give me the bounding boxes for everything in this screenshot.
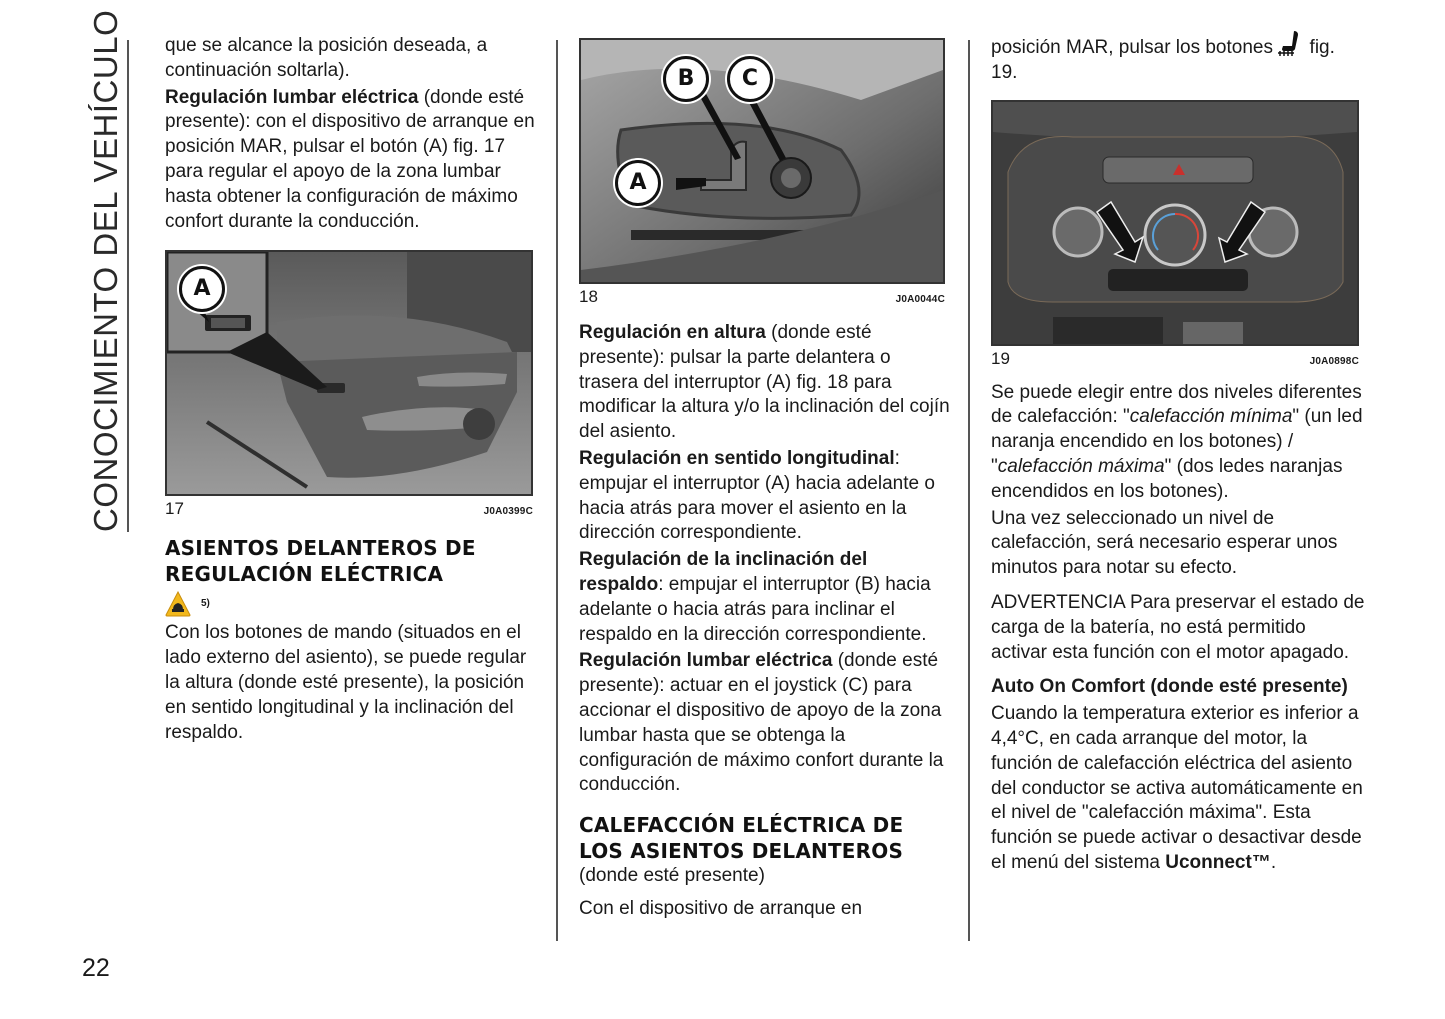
levels-text-c: " (dos ledes naranjas encendidos en los botones). (991, 455, 1343, 502)
paragraph-auto-on-comfort (991, 702, 1366, 876)
callout-a: A (179, 266, 225, 312)
seat-heater-icon (1278, 29, 1304, 57)
callout-b: B (663, 56, 709, 102)
auto-title: Auto On Comfort (donde esté presente) (991, 676, 1348, 698)
levels-text-a: Se puede elegir entre dos niveles diferentes de calefacción: " (991, 381, 1362, 428)
center-console-photo-icon (993, 102, 1357, 344)
longitudinal-text: : empujar el interruptor (A) hacia adelante o hacia atrás para mover el asiento en la dirección correspondiente. (579, 447, 935, 544)
column-3 (991, 29, 1366, 876)
column-divider-2 (968, 40, 970, 941)
paragraph-longitudinal (579, 447, 951, 546)
level-maximum: calefacción máxima (997, 455, 1165, 477)
column-divider-1 (556, 40, 558, 941)
lumbar-text: (donde esté presente): con el dispositivo de arranque en posición MAR, pulsar el botón (A) fig. 17 para regular el apoyo de la zona lumbar hasta obtener la configuración de máximo confort durante la conducción. (165, 86, 535, 232)
paragraph-intro: Con el dispositivo de arranque en (579, 897, 863, 919)
figure-18 (579, 38, 951, 311)
warning-triangle-icon (165, 591, 191, 617)
paragraph-buttons: Con los botones de mando (situados en el lado externo del asiento), se puede regular la altura (donde esté presente), la posición en sentido longitudinal y la inclinación del respaldo. (165, 622, 527, 743)
levels-text-b: " (un led naranja encendido en los botones) / " (991, 406, 1363, 477)
figure-code: J0A0898C (1309, 355, 1359, 367)
paragraph-height (579, 321, 951, 445)
warning-reference (165, 591, 540, 617)
height-title: Regulación en altura (579, 322, 766, 343)
lumbar-title: Regulación lumbar eléctrica (579, 650, 833, 672)
column-1 (165, 34, 540, 745)
subheading: (donde esté presente) (579, 865, 765, 887)
auto-end: . (1270, 851, 1277, 873)
intro-text-a: posición MAR, pulsar los botones (991, 37, 1279, 58)
lumbar-text: (donde esté presente): actuar en el joystick (C) para accionar el dispositivo de apoyo de la zona lumbar hasta que se obtenga la configuración de máximo confort durante la conducción. (579, 650, 944, 796)
level-minimum: calefacción mínima (1129, 406, 1293, 428)
paragraph-warning: ADVERTENCIA Para preservar el estado de carga de la batería, no está permitido activar esta función con el motor apagado. (991, 591, 1365, 663)
figure-19-image (991, 100, 1359, 346)
paragraph-lumbar (165, 86, 540, 235)
height-text: (donde esté presente): pulsar la parte delantera o trasera del interruptor (A) fig. 18 para modificar la altura y/o la inclinación del cojín del asiento. (579, 322, 950, 443)
figure-number: 18 (579, 287, 598, 306)
figure-18-image (579, 38, 945, 284)
uconnect-brand: Uconnect™ (1165, 851, 1271, 873)
figure-code: J0A0399C (483, 506, 533, 518)
auto-text: Cuando la temperatura exterior es inferior a 4,4°C, en cada arranque del motor, la función de calefacción eléctrica del asiento del conductor se activa automáticamente en el nivel de "calefacción máxima". Esta función se puede activar o desactivar desde el menú del sistema (991, 703, 1363, 873)
section-heading: ASIENTOS DELANTEROS DE REGULACIÓN ELÉCTRICA (165, 536, 476, 587)
figure-17-image (165, 250, 533, 496)
paragraph-continuation: que se alcance la posición deseada, a continuación soltarla). (165, 35, 488, 81)
figure-19-caption (991, 348, 1359, 373)
figure-17 (165, 250, 540, 523)
recline-title: Regulación de la inclinación del respaldo (579, 549, 868, 595)
lumbar-title: Regulación lumbar eléctrica (165, 86, 419, 108)
page-number: 22 (82, 954, 110, 982)
figure-code: J0A0044C (895, 294, 945, 305)
figure-19 (991, 100, 1366, 373)
callout-a: A (615, 160, 661, 206)
paragraph-intro (991, 29, 1366, 86)
paragraph-levels (991, 381, 1366, 505)
paragraph-wait: Una vez seleccionado un nivel de calefacción, será necesario esperar unos minutos para notar su efecto. (991, 507, 1338, 579)
intro-text-b: fig. 19. (991, 37, 1335, 83)
longitudinal-title: Regulación en sentido longitudinal (579, 447, 895, 469)
figure-18-caption (579, 286, 945, 311)
callout-c: C (727, 56, 773, 102)
section-heading: CALEFACCIÓN ELÉCTRICA DE LOS ASIENTOS DELANTEROS (579, 813, 904, 864)
section-title: CONOCIMIENTO DEL VEHÍCULO (87, 9, 124, 532)
figure-number: 19 (991, 348, 1010, 368)
figure-number: 17 (165, 499, 184, 519)
section-divider (127, 40, 129, 532)
column-2 (579, 34, 951, 922)
auto-on-comfort-title (991, 675, 1366, 700)
paragraph-recline (579, 548, 951, 647)
figure-17-caption (165, 498, 533, 523)
warning-ref-number: 5) (201, 597, 210, 609)
paragraph-lumbar (579, 649, 951, 798)
recline-text: : empujar el interruptor (B) hacia adelante o hacia atrás para inclinar el respaldo en la dirección correspondiente. (579, 573, 931, 645)
